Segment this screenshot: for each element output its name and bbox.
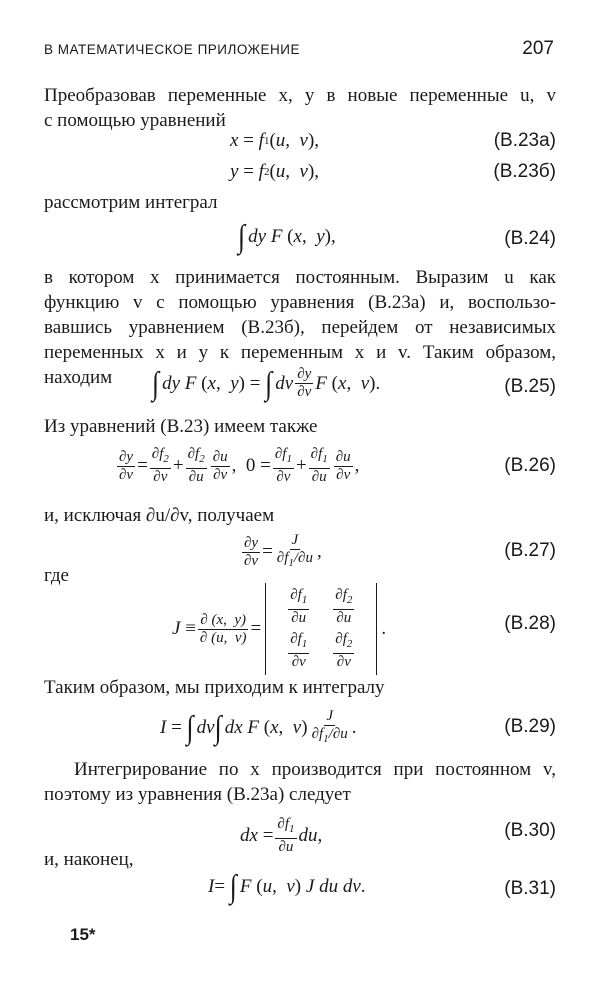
text-line: вавшись уравнением (В.23б), перейдем от независимых <box>44 317 556 338</box>
equation-b29: I = ∫ dv ∫ dx F ( x , v ) $\frac{J}{\partial f_1/\partial u}$ . <box>160 708 357 746</box>
equation-b23b: y = f 2 ( u , v ), <box>230 161 320 182</box>
equation-number: (В.26) <box>504 455 556 476</box>
text-line: и, исключая ∂u/∂v, получаем <box>44 505 275 526</box>
equation-b27: $\frac{\partial y}{\partial v}$ = $\frac{J}{\partial f_1/\partial u}$ , <box>244 532 322 569</box>
text-line: переменных x и y к переменным x и v. Таким образом, <box>44 342 556 363</box>
jacobian-determinant: $\frac{\partial f_1}{\partial u}$ $\frac{\partial f_2}{\partial u}$ $\frac{\partial f_1}{\partial v}$ $\frac{\partial f_2}{\partial v}$ <box>265 583 377 675</box>
running-title: В МАТЕМАТИЧЕСКОЕ ПРИЛОЖЕНИЕ <box>44 42 300 57</box>
text-line: в котором x принимается постоянным. Выразим u как <box>44 267 556 288</box>
paragraph-9 <box>44 847 556 872</box>
equation-b30: dx = $\frac{\partial f_1}{\partial u}$ du , <box>240 816 323 855</box>
equation-number: (В.25) <box>504 376 556 397</box>
equation-b28: J ≡ $\frac{\partial (x, y)}{\partial (u, v)}$ = $\frac{\partial f_1}{\partial u}$ $\frac{\partial f_2}{\partial u}$ $\frac{\partial f_1}{\partial v}$ $\frac{\partial f_2}{\partial v}$ . <box>172 583 386 675</box>
paragraph-4 <box>44 414 556 439</box>
paragraph-2 <box>44 190 556 215</box>
text-line: функцию v с помощью уравнения (В.23а) и, воспользо- <box>44 292 556 313</box>
equation-number: (В.24) <box>504 228 556 249</box>
text-line: Таким образом, мы приходим к интегралу <box>44 677 385 698</box>
text-line: находим <box>44 367 113 388</box>
text-line: рассмотрим интеграл <box>44 192 218 213</box>
equation-b31: I = ∫ F ( u , v ) J du dv . <box>208 868 366 905</box>
text-line: поэтому из уравнения (В.23а) следует <box>44 784 351 805</box>
equation-number: (В.29) <box>504 716 556 737</box>
equation-number: (В.23б) <box>493 161 556 182</box>
equation-b25: ∫ dy F ( x , y ) = ∫ dv $\frac{\partial y}{\partial v}$ F ( x , v ). <box>152 364 381 401</box>
integral-sign: ∫ <box>238 218 246 255</box>
text-line: где <box>44 565 69 586</box>
equation-number: (В.30) <box>504 820 556 841</box>
equation-b23a: x = f 1 ( u , v ), <box>230 130 320 151</box>
equation-number: (В.27) <box>504 540 556 561</box>
equation-number: (В.28) <box>504 613 556 634</box>
text-line: с помощью уравнений <box>44 110 226 131</box>
text-line: Интегрирование по x производится при постоянном v, <box>74 759 556 780</box>
paragraph-8 <box>44 757 556 807</box>
text-line: и, наконец, <box>44 849 134 870</box>
equation-b24: ∫ dy F ( x , y ), <box>238 218 336 255</box>
equation-number: (В.31) <box>504 878 556 899</box>
equation-b26: $\frac{\partial y}{\partial v}$ = $\frac{\partial f_2}{\partial v}$ + $\frac{\partial f_2}{\partial u}$ $\frac{\partial u}{\partial v}$ , 0 = $\frac{\partial f_1}{\partial v}$ + $\frac{\partial f_1}{\partial u}$ $\frac{\partial u}{\partial v}$ , <box>119 446 360 485</box>
paragraph-1 <box>44 83 556 133</box>
signature-mark: 15* <box>70 925 96 944</box>
page-number: 207 <box>522 38 554 59</box>
paragraph-7 <box>44 675 556 700</box>
equation-number: (В.23а) <box>493 130 556 151</box>
text-line: Преобразовав переменные x, y в новые переменные u, v <box>44 85 556 106</box>
text-line: Из уравнений (В.23) имеем также <box>44 416 318 437</box>
paragraph-5 <box>44 503 556 528</box>
